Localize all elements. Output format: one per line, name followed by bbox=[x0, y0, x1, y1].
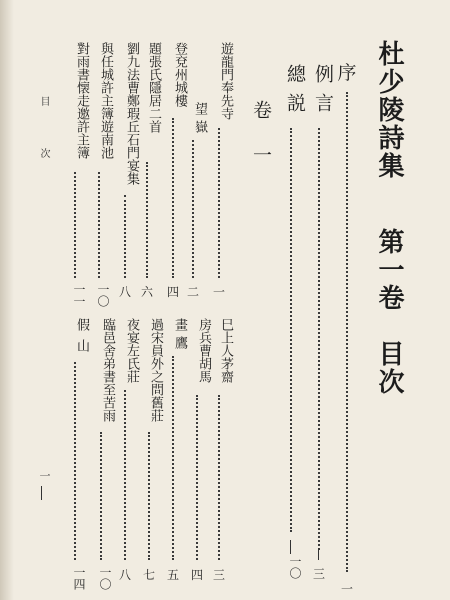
entry-page: 四 bbox=[166, 285, 179, 299]
entry-page: 八 bbox=[118, 568, 131, 582]
leader-dots bbox=[318, 128, 320, 550]
leader-dots bbox=[196, 395, 198, 560]
leader-dots bbox=[148, 432, 150, 560]
volume-label: 第一卷 bbox=[374, 228, 404, 312]
entry-title: 與任城許主簿遊南池 bbox=[98, 42, 113, 159]
leader-dots bbox=[74, 172, 76, 278]
preface-page: 一 bbox=[340, 582, 353, 596]
entry-title: 臨邑舍弟書至苦雨 bbox=[100, 318, 115, 422]
entry-title: 畫鷹 bbox=[172, 318, 187, 354]
entry-page: 一〇 bbox=[98, 566, 112, 590]
chapter-label: 卷一 bbox=[250, 100, 272, 190]
entry-page: 七 bbox=[142, 568, 155, 582]
preface-label: 序 bbox=[337, 62, 357, 84]
entry-title: 房兵曹胡馬 bbox=[196, 318, 211, 383]
entry-page: 一 bbox=[212, 285, 225, 299]
entry-title: 遊龍門奉先寺 bbox=[218, 42, 233, 120]
entry-title: 假山 bbox=[74, 318, 89, 360]
notes-label: 例言 bbox=[312, 64, 334, 122]
entry-title: 巳上人茅齋 bbox=[218, 318, 233, 383]
entry-page: 一一 bbox=[72, 283, 86, 307]
entry-title: 題張氏隱居二首 bbox=[146, 42, 161, 133]
leader-dots bbox=[74, 362, 76, 560]
leader-dots bbox=[218, 395, 220, 560]
leader-dots bbox=[172, 118, 174, 278]
entry-page: 五 bbox=[166, 568, 179, 582]
entry-page: 二 bbox=[186, 285, 199, 299]
entry-title: 對雨書懐走邀許主簿 bbox=[74, 42, 89, 159]
page-number: 一 bbox=[38, 470, 51, 481]
leader-dots bbox=[346, 92, 348, 572]
entry-title: 望嶽 bbox=[192, 102, 207, 138]
contents-heading: 目次 bbox=[374, 340, 404, 396]
entry-page: 六 bbox=[140, 285, 153, 299]
leader-dots bbox=[290, 128, 292, 532]
entry-page: 一四 bbox=[72, 566, 86, 590]
entry-title: 劉九法曹鄭瑕丘石門宴集 bbox=[124, 42, 139, 185]
entry-page: 四 bbox=[190, 568, 203, 582]
leader-dots bbox=[98, 172, 100, 278]
leader-dots bbox=[192, 140, 194, 278]
entry-page: 八 bbox=[118, 285, 131, 299]
page-rule bbox=[290, 540, 291, 554]
leader-dots bbox=[124, 195, 126, 278]
notes-page: 三 bbox=[312, 567, 325, 581]
leader-dots bbox=[218, 128, 220, 278]
page-rule bbox=[318, 548, 319, 560]
book-title: 杜少陵詩集 bbox=[374, 40, 404, 180]
leader-dots bbox=[124, 390, 126, 560]
leader-dots bbox=[146, 162, 148, 278]
page-gutter-shadow bbox=[0, 0, 14, 600]
overview-label: 總説 bbox=[284, 64, 306, 122]
leader-dots bbox=[100, 432, 102, 560]
entry-page: 一〇 bbox=[96, 283, 110, 307]
overview-page: 一〇 bbox=[288, 555, 302, 579]
running-header: 目次 bbox=[38, 96, 49, 200]
entry-title: 登兗州城樓 bbox=[172, 42, 187, 107]
entry-title: 過宋員外之問舊莊 bbox=[148, 318, 163, 422]
page-number-mark bbox=[41, 486, 42, 500]
leader-dots bbox=[172, 356, 174, 560]
entry-page: 三 bbox=[212, 568, 225, 582]
entry-title: 夜宴左氏莊 bbox=[124, 318, 139, 383]
